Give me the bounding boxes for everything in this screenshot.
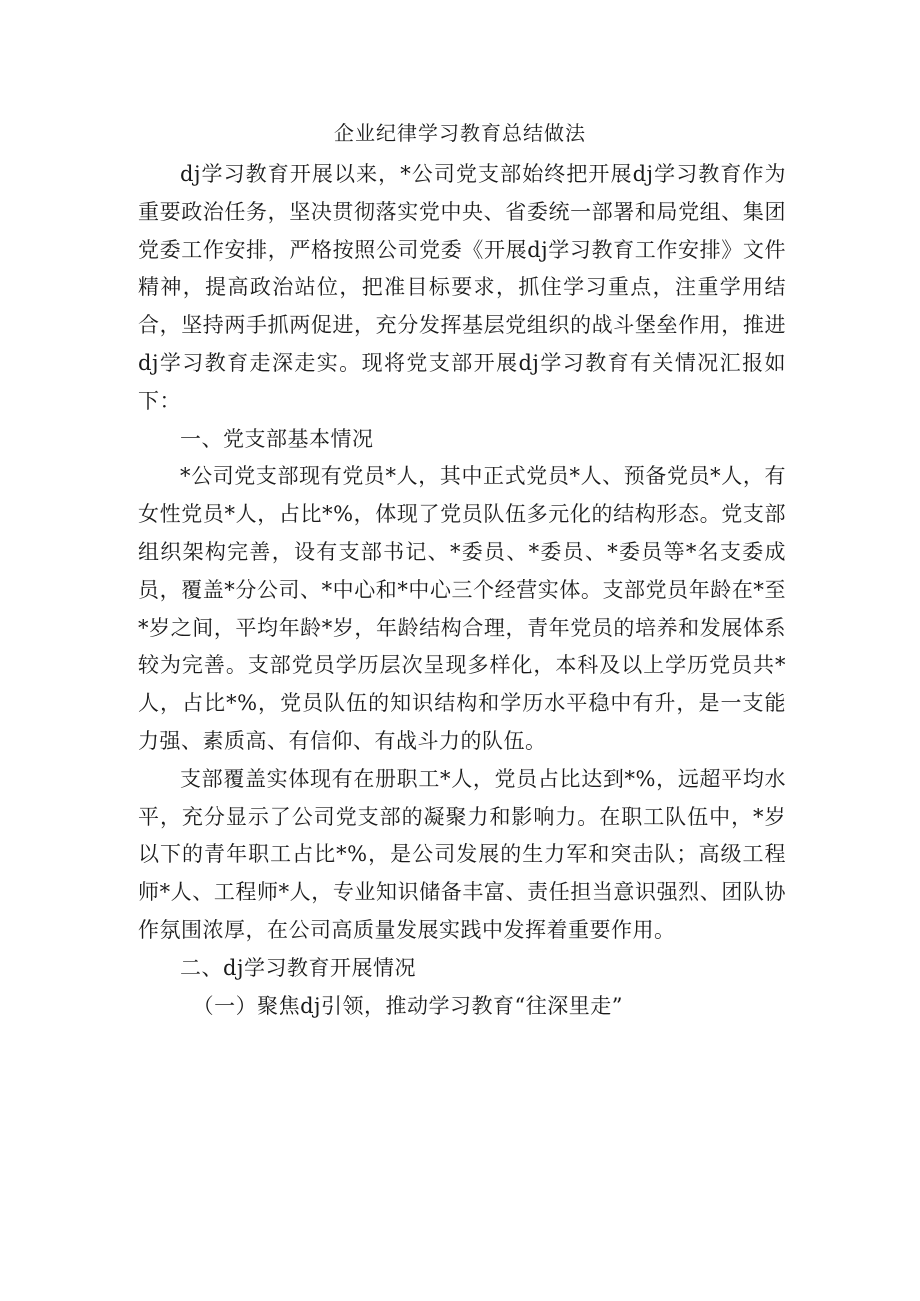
section2-subheading-1: （一）聚焦dj引领，推动学习教育“往深里走” xyxy=(192,993,624,1018)
section-heading-2: 二、dj学习教育开展情况 xyxy=(180,955,416,980)
section1-paragraph-2: 支部覆盖实体现有在册职工*人，党员占比达到*%，远超平均水平，充分显示了公司党支部的凝聚力和影响力。在职工队伍中，*岁以下的青年职工占比*%，是公司发展的生力军和突击队；高级工程师*人、工程师*人，专业知识储备丰富、责任担当意识强烈、团队协作氛围浓厚，在公司高质量发展实践中发挥着重要作用。 xyxy=(138,766,786,942)
document-title: 企业纪律学习教育总结做法 xyxy=(334,121,586,145)
document-body xyxy=(138,156,786,1025)
section1-paragraph-1: *公司党支部现有党员*人，其中正式党员*人、预备党员*人，有女性党员*人，占比*%，体现了党员队伍多元化的结构形态。党支部组织架构完善，设有支部书记、*委员、*委员、*委员等*名支委成员，覆盖*分公司、*中心和*中心三个经营实体。支部党员年龄在*至*岁之间，平均年龄*岁，年龄结构合理，青年党员的培养和发展体系较为完善。支部党员学历层次呈现多样化，本科及以上学历党员共*人，占比*%，党员队伍的知识结构和学历水平稳中有升，是一支能力强、素质高、有信仰、有战斗力的队伍。 xyxy=(138,464,786,753)
intro-paragraph: dj学习教育开展以来，*公司党支部始终把开展dj学习教育作为重要政治任务，坚决贯彻落实党中央、省委统一部署和局党组、集团党委工作安排，严格按照公司党委《开展dj学习教育工作安排》文件精神，提高政治站位，把准目标要求，抓住学习重点，注重学用结合，坚持两手抓两促进，充分发挥基层党组织的战斗堡垒作用，推进dj学习教育走深走实。现将党支部开展dj学习教育有关情况汇报如下： xyxy=(138,162,786,413)
section-heading-1: 一、党支部基本情况 xyxy=(180,426,374,451)
